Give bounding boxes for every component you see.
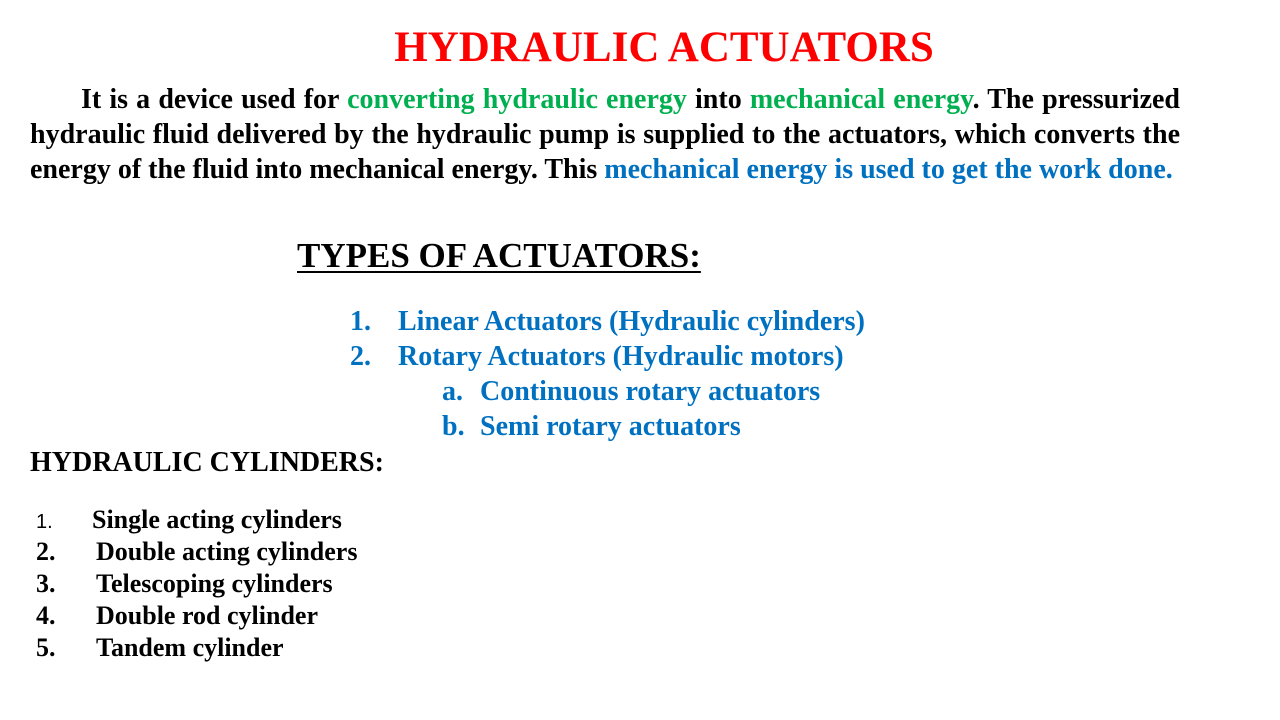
intro-text-3: . The pressurized hydraulic fluid delivered by the hydraulic pump is supplied to the actuators, which converts the energy of the fluid into mechanical energy. This: [30, 84, 1180, 185]
intro-text-1: It is a device used for: [81, 84, 348, 115]
actuator-types-list: [350, 304, 865, 444]
cylinders-list: [36, 504, 357, 664]
list-label: Tandem cylinder: [96, 633, 284, 662]
list-label: Linear Actuators (Hydraulic cylinders): [398, 306, 865, 337]
sub-list-item: [350, 409, 865, 444]
list-label: Telescoping cylinders: [96, 569, 333, 598]
list-label: Rotary Actuators (Hydraulic motors): [398, 341, 844, 372]
list-label: Double rod cylinder: [96, 601, 318, 630]
sub-list-label: Continuous rotary actuators: [480, 376, 821, 407]
intro-highlight-mechanical: mechanical energy: [749, 84, 973, 115]
list-item: [350, 339, 865, 374]
intro-paragraph: [30, 82, 1180, 187]
intro-text-2: into: [686, 84, 750, 115]
list-number: 2.: [350, 341, 371, 372]
sub-list-item: [350, 374, 865, 409]
sub-list-letter: a.: [442, 376, 463, 407]
list-label: Double acting cylinders: [96, 537, 358, 566]
slide-title: HYDRAULIC ACTUATORS: [394, 24, 934, 71]
list-item: [36, 504, 357, 536]
list-item: [36, 568, 357, 600]
list-label: Single acting cylinders: [92, 505, 342, 534]
sub-list-label: Semi rotary actuators: [480, 411, 741, 442]
list-number: 5.: [36, 633, 56, 662]
sub-list-letter: b.: [442, 411, 465, 442]
list-item: [36, 536, 357, 568]
list-number: 1.: [36, 511, 53, 533]
list-item: [36, 632, 357, 664]
list-number: 2.: [36, 537, 56, 566]
types-heading: TYPES OF ACTUATORS:: [297, 236, 701, 275]
list-number: 4.: [36, 601, 56, 630]
intro-highlight-work-done: mechanical energy is used to get the work done.: [604, 154, 1173, 185]
list-item: [350, 304, 865, 339]
cylinders-heading: HYDRAULIC CYLINDERS:: [30, 447, 384, 478]
list-number: 1.: [350, 306, 371, 337]
list-number: 3.: [36, 569, 56, 598]
list-item: [36, 600, 357, 632]
intro-highlight-converting: converting hydraulic energy: [347, 84, 687, 115]
